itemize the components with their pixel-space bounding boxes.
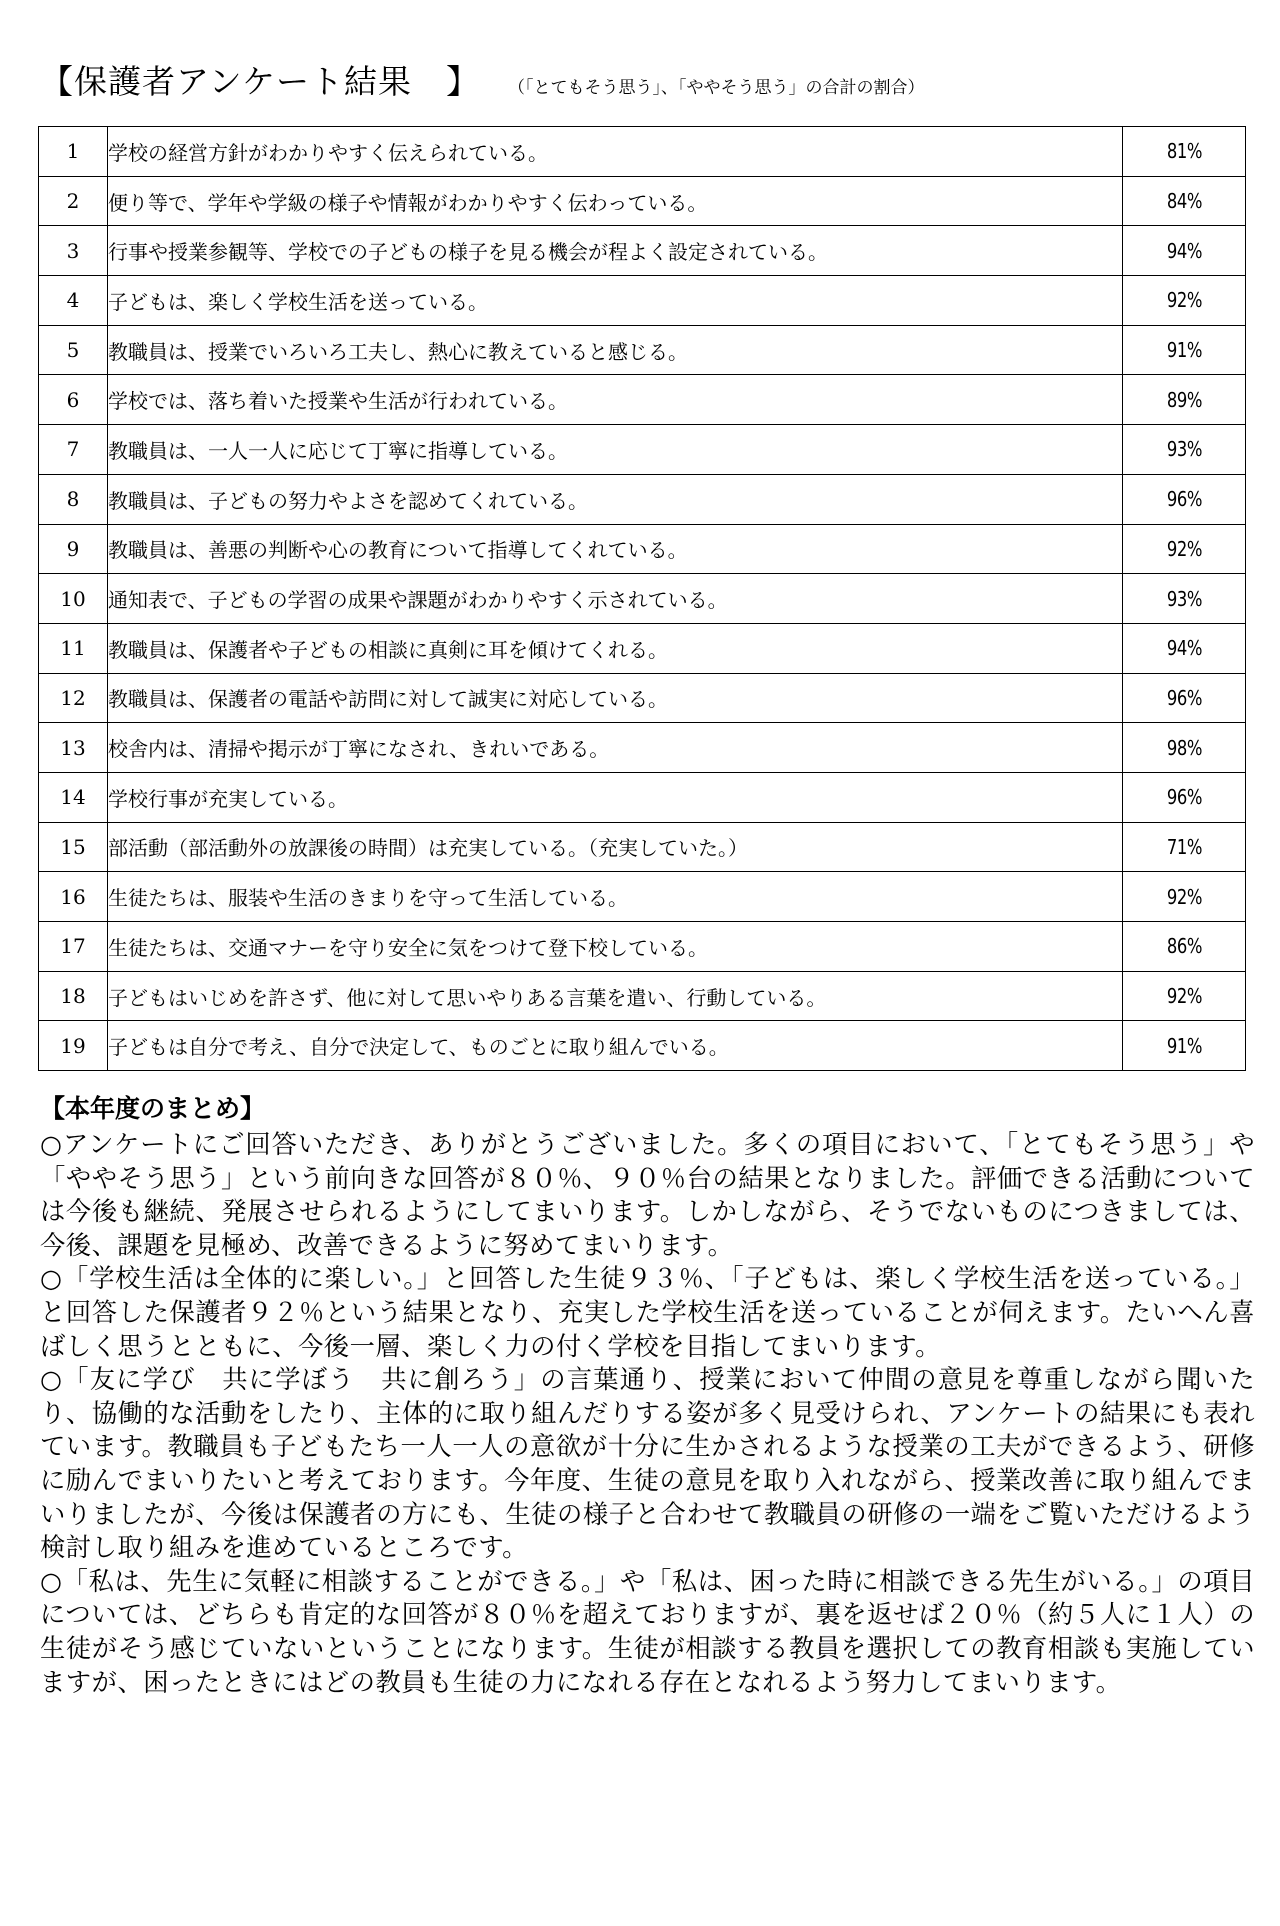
row-percentage: 98%: [1134, 723, 1235, 773]
row-question: 通知表で、子どもの学習の成果や課題がわかりやすく示されている。: [108, 574, 1123, 624]
row-question: 行事や授業参観等、学校での子どもの様子を見る機会が程よく設定されている。: [108, 226, 1123, 276]
row-percentage: 91%: [1134, 1021, 1235, 1071]
row-percentage: 93%: [1134, 574, 1235, 624]
row-percentage: 86%: [1134, 922, 1235, 972]
row-percentage: 91%: [1134, 325, 1235, 375]
table-row: [39, 226, 1246, 276]
summary-paragraph: ○「友に学び 共に学ぼう 共に創ろう」の言葉通り、授業において仲間の意見を尊重しながら聞いたり、協働的な活動をしたり、主体的に取り組んだりする姿が多く見受けられ、アンケートの結果にも表れています。教職員も子どもたち一人一人の意欲が十分に生かされるような授業の工夫ができるよう、研修に励んでまいりたいと考えております。今年度、生徒の意見を取り入れながら、授業改善に取り組んでまいりましたが、今後は保護者の方にも、生徒の様子と合わせて教職員の研修の一端をご覧いただけるよう検討し取り組みを進めているところです。: [40, 1365, 1255, 1563]
table-row: [39, 176, 1246, 226]
row-number: 1: [39, 127, 108, 177]
row-percentage: 96%: [1134, 474, 1235, 524]
row-question: 生徒たちは、交通マナーを守り安全に気をつけて登下校している。: [108, 922, 1123, 972]
row-percentage: 94%: [1134, 226, 1235, 276]
row-question: 子どもは自分で考え、自分で決定して、ものごとに取り組んでいる。: [108, 1021, 1123, 1071]
table-row: [39, 524, 1246, 574]
table-row: [39, 971, 1246, 1021]
row-question: 教職員は、一人一人に応じて丁寧に指導している。: [108, 425, 1123, 475]
table-row: [39, 425, 1246, 475]
row-number: 19: [39, 1021, 108, 1071]
row-question: 教職員は、善悪の判断や心の教育について指導してくれている。: [108, 524, 1123, 574]
row-question: 便り等で、学年や学級の様子や情報がわかりやすく伝わっている。: [108, 176, 1123, 226]
row-number: 13: [39, 723, 108, 773]
row-question: 子どもは、楽しく学校生活を送っている。: [108, 276, 1123, 326]
summary-paragraph: ○アンケートにご回答いただき、ありがとうございました。多くの項目において、「とてもそう思う」や「ややそう思う」という前向きな回答が８０％、９０％台の結果となりました。評価できる活動については今後も継続、発展させられるようにしてまいります。しかしながら、そうでないものにつきましては、今後、課題を見極め、改善できるように努めてまいります。: [40, 1130, 1255, 1260]
summary-title: 【本年度のまとめ】: [40, 1094, 266, 1123]
row-number: 17: [39, 922, 108, 972]
row-question: 教職員は、保護者の電話や訪問に対して誠実に対応している。: [108, 673, 1123, 723]
row-number: 10: [39, 574, 108, 624]
row-number: 15: [39, 822, 108, 872]
summary-paragraph: ○「学校生活は全体的に楽しい。」と回答した生徒９３％、「子どもは、楽しく学校生活を送っている。」と回答した保護者９２％という結果となり、充実した学校生活を送っていることが伺えます。たいへん喜ばしく思うとともに、今後一層、楽しく力の付く学校を目指してまいります。: [40, 1264, 1255, 1361]
row-number: 18: [39, 971, 108, 1021]
row-question: 校舎内は、清掃や掲示が丁寧になされ、きれいである。: [108, 723, 1123, 773]
table-row: [39, 772, 1246, 822]
row-percentage: 93%: [1134, 425, 1235, 475]
table-row: [39, 375, 1246, 425]
table-row: [39, 276, 1246, 326]
row-percentage: 96%: [1134, 673, 1235, 723]
row-percentage: 92%: [1134, 524, 1235, 574]
row-number: 4: [39, 276, 108, 326]
table-row: [39, 922, 1246, 972]
page-subtitle: （「とてもそう思う」、「ややそう思う」の合計の割合）: [508, 78, 925, 98]
row-question: 学校行事が充実している。: [108, 772, 1123, 822]
row-question: 部活動（部活動外の放課後の時間）は充実している。（充実していた。）: [108, 822, 1123, 872]
table-row: [39, 623, 1246, 673]
row-number: 9: [39, 524, 108, 574]
row-percentage: 94%: [1134, 623, 1235, 673]
row-number: 8: [39, 474, 108, 524]
table-row: [39, 1021, 1246, 1071]
page-title: 【保護者アンケート結果 】: [40, 62, 481, 101]
table-row: [39, 673, 1246, 723]
row-percentage: 92%: [1134, 872, 1235, 922]
summary-paragraph: ○「私は、先生に気軽に相談することができる。」や「私は、困った時に相談できる先生がいる。」の項目については、どちらも肯定的な回答が８０％を超えておりますが、裏を返せば２０％（約５人に１人）の生徒がそう感じていないということになります。生徒が相談する教員を選択しての教育相談も実施していますが、困ったときにはどの教員も生徒の力になれる存在となれるよう努力してまいります。: [40, 1566, 1255, 1697]
table-row: [39, 822, 1246, 872]
row-percentage: 92%: [1134, 276, 1235, 326]
row-question: 学校の経営方針がわかりやすく伝えられている。: [108, 127, 1123, 177]
row-percentage: 96%: [1134, 772, 1235, 822]
row-percentage: 71%: [1134, 822, 1235, 872]
row-question: 教職員は、子どもの努力やよさを認めてくれている。: [108, 474, 1123, 524]
row-number: 5: [39, 325, 108, 375]
row-percentage: 89%: [1134, 375, 1235, 425]
row-number: 6: [39, 375, 108, 425]
table-row: [39, 723, 1246, 773]
header: [40, 56, 925, 106]
table-row: [39, 474, 1246, 524]
summary-section: [40, 1092, 1255, 1699]
row-number: 12: [39, 673, 108, 723]
row-percentage: 92%: [1134, 971, 1235, 1021]
row-number: 11: [39, 623, 108, 673]
row-percentage: 81%: [1134, 127, 1235, 177]
row-number: 3: [39, 226, 108, 276]
table-row: [39, 872, 1246, 922]
row-question: 学校では、落ち着いた授業や生活が行われている。: [108, 375, 1123, 425]
row-question: 生徒たちは、服装や生活のきまりを守って生活している。: [108, 872, 1123, 922]
row-number: 16: [39, 872, 108, 922]
row-number: 7: [39, 425, 108, 475]
row-number: 2: [39, 176, 108, 226]
table-row: [39, 127, 1246, 177]
survey-results-table: [38, 126, 1246, 1071]
row-number: 14: [39, 772, 108, 822]
table-row: [39, 574, 1246, 624]
row-question: 教職員は、授業でいろいろ工夫し、熱心に教えていると感じる。: [108, 325, 1123, 375]
table-row: [39, 325, 1246, 375]
row-question: 子どもはいじめを許さず、他に対して思いやりある言葉を遣い、行動している。: [108, 971, 1123, 1021]
row-question: 教職員は、保護者や子どもの相談に真剣に耳を傾けてくれる。: [108, 623, 1123, 673]
row-percentage: 84%: [1134, 176, 1235, 226]
